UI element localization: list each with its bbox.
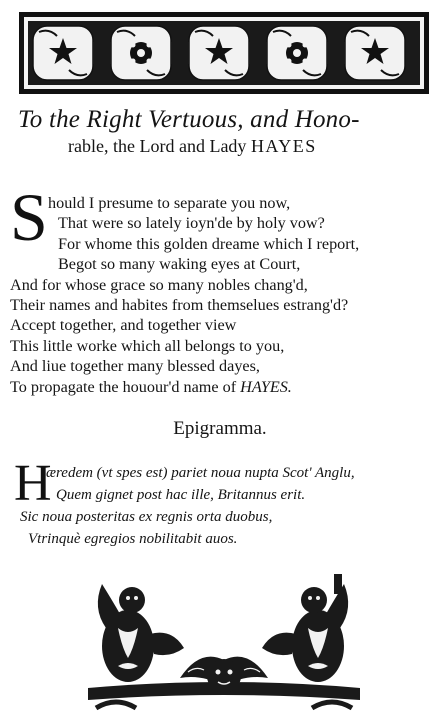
poem-last-line-name: HAYES. bbox=[240, 377, 292, 396]
dedicatory-poem bbox=[10, 193, 430, 397]
poem-line: Accept together, and together view bbox=[10, 316, 237, 335]
poem-line: And for whose grace so many nobles chang'd, bbox=[10, 275, 308, 294]
poem-line: That were so lately ioyn'de by holy vow? bbox=[58, 214, 325, 233]
dedication-line-2 bbox=[68, 134, 430, 158]
poem-line: Their names and habites from themselues estrang'd? bbox=[10, 296, 349, 315]
poem-line: And liue together many blessed dayes, bbox=[10, 357, 260, 376]
dedication-line-2-name: HAYES bbox=[250, 136, 317, 156]
dedication-line-1: To the Right Vertuous, and Hono- bbox=[18, 106, 360, 133]
epigram-drop-cap: H bbox=[14, 455, 52, 512]
poem-line: hould I presume to separate you now, bbox=[48, 194, 291, 212]
poem-line: This little worke which all belongs to you, bbox=[10, 336, 285, 355]
epigram-line: Quem gignet post hac ille, Britannus erit. bbox=[56, 487, 306, 503]
dedication-heading bbox=[18, 106, 430, 158]
poem-line: Begot so many waking eyes at Court, bbox=[58, 255, 301, 274]
tailpiece-cherubs-ornament bbox=[88, 568, 360, 718]
header-ornament-band bbox=[19, 12, 429, 94]
poem-drop-cap: S bbox=[10, 179, 48, 255]
epigram-line: Sic noua posteritas ex regnis orta duobus, bbox=[20, 509, 273, 525]
poem-last-line-prefix: To propagate the houour'd name of bbox=[10, 377, 241, 396]
poem-last-line bbox=[10, 377, 430, 397]
epigram-line: æredem (vt spes est) pariet noua nupta Scot' Anglu, bbox=[46, 465, 355, 481]
epigram-verse bbox=[14, 462, 434, 550]
poem-line: For whome this golden dreame which I report, bbox=[58, 234, 360, 253]
epigram-title: Epigramma. bbox=[173, 418, 267, 439]
epigram-line: Vtrinquè egregios nobilitabit auos. bbox=[28, 531, 238, 547]
dedication-line-2-prefix: rable, the Lord and Lady bbox=[68, 136, 251, 156]
